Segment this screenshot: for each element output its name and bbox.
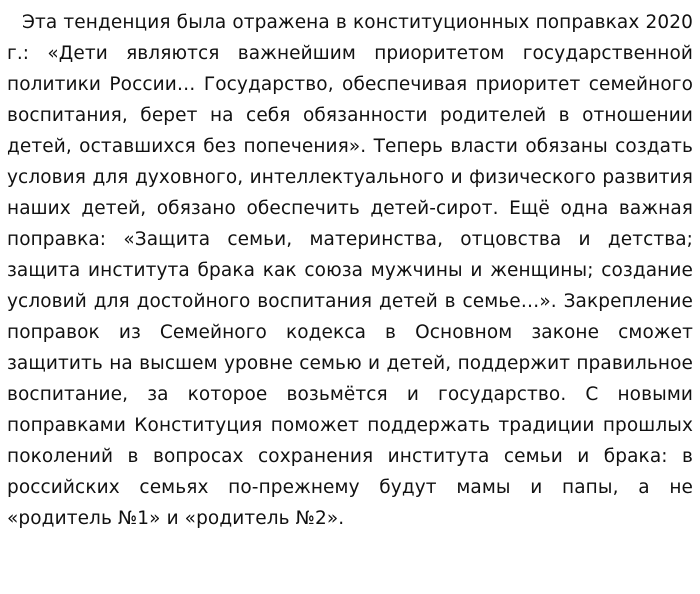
body-paragraph: Эта тенденция была отражена в конституционных поправках 2020 г.: «Дети являются важнейшим приоритетом государственной политики России… Государство, обеспечивая приоритет семейного воспитания, берет на себя обязанности родителей в отношении детей, оставшихся без попечения». Теперь власти обязаны создать условия для духовного, интеллектуального и физического развития наших детей, обязано обеспечить детей-сирот. Ещё одна важная поправка: «Защита семьи, материнства, отцовства и детства; защита института брака как союза мужчины и женщины; создание условий для достойного воспитания детей в семье…». Закрепление поправок из Семейного кодекса в Основном законе сможет защитить на высшем уровне семью и детей, поддержит правильное воспитание, за которое возьмётся и государство. С новыми поправками Конституция поможет поддержать традиции прошлых поколений в вопросах сохранения института семьи и брака: в российских семьях по-прежнему будут мамы и папы, а не «родитель №1» и «родитель №2». — [7, 12, 693, 529]
document-body — [7, 7, 693, 534]
